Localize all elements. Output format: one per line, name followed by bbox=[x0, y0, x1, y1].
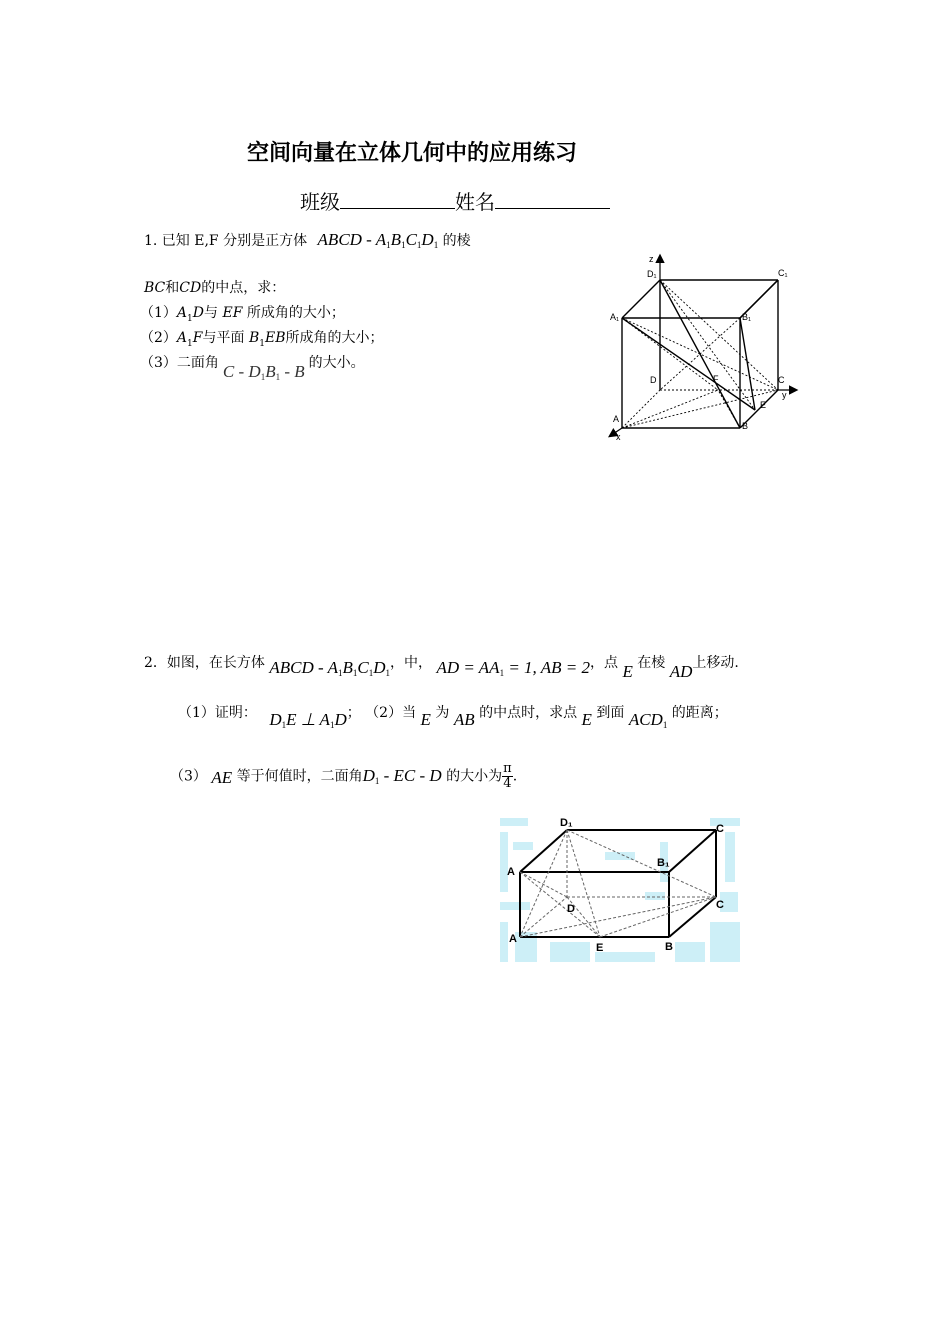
class-label: 班级 bbox=[300, 190, 340, 214]
class-name-line bbox=[300, 186, 610, 215]
p2-fig-D: D bbox=[567, 903, 575, 915]
p2-q3: （3） AE 等于何值时，二面角D1 - EC - D 的大小为 $\frac{\pi}{4}$ . bbox=[170, 761, 518, 791]
class-blank bbox=[340, 188, 455, 209]
p1-cube-expr: ABCD - A1B1C1D1 bbox=[317, 230, 439, 250]
p1-cube-figure bbox=[600, 250, 800, 445]
p1-fig-D: D bbox=[650, 375, 657, 385]
name-label: 姓名 bbox=[455, 190, 495, 214]
p1-fig-y: y bbox=[782, 390, 787, 400]
p2-q3-expr: D1 - EC - D bbox=[362, 765, 442, 786]
p1-intro-tail: 的棱 bbox=[442, 233, 471, 249]
p1-fig-z: z bbox=[649, 254, 654, 264]
p2-fig-E: E bbox=[596, 942, 604, 954]
p1-q3-expr: C - D1B1 - B bbox=[222, 362, 305, 382]
p1-fig-x: x bbox=[616, 432, 621, 442]
p1-q3: （3）二面角 C - D1B1 - B 的大小。 bbox=[140, 355, 365, 382]
p2-fig-B1: B₁ bbox=[657, 857, 670, 869]
p2-intro: 2．如图，在长方体 ABCD - A1B1C1D1，中， AD = AA1 = 1, AB = 2，点 E 在棱 AD上移动. bbox=[144, 655, 739, 681]
p1-fig-E: E bbox=[760, 400, 767, 410]
p2-fig-D1: D₁ bbox=[560, 817, 573, 829]
page-title: 空间向量在立体几何中的应用练习 bbox=[247, 141, 578, 166]
p1-fig-A: A bbox=[613, 414, 620, 424]
p1-fig-D1: D₁ bbox=[647, 269, 657, 279]
p2-fig-B: B bbox=[665, 941, 673, 953]
p1-q2: $(2)A_1F$与平面 $B_1EB$所成角的大小； bbox=[140, 330, 384, 349]
p2-edge-ad: AD bbox=[669, 662, 693, 681]
p2-pi-over-4: $\frac{\pi}{4}$ bbox=[503, 761, 512, 791]
p2-plane-expr: ACD1 bbox=[628, 710, 668, 730]
p2-cond-expr: AD = AA1 = 1, AB = 2 bbox=[436, 658, 590, 678]
p1-fig-B1: B₁ bbox=[742, 312, 752, 322]
p2-box-expr: ABCD - A1B1C1D1 bbox=[269, 658, 391, 678]
p1-fig-B: B bbox=[742, 421, 749, 431]
p2-fig-C: C bbox=[716, 899, 724, 911]
name-blank bbox=[495, 188, 610, 209]
p1-intro bbox=[144, 230, 471, 250]
p1-fig-F: F bbox=[713, 374, 719, 384]
p1-line2: BC和CD的中点，求： bbox=[144, 280, 286, 296]
p1-fig-A1: A₁ bbox=[610, 312, 620, 322]
p1-fig-C: C bbox=[778, 375, 785, 385]
p2-fig-A1: A bbox=[507, 866, 515, 878]
p2-fig-A: A bbox=[509, 933, 517, 945]
p2-point-e: E bbox=[622, 662, 633, 681]
p2-fig-C1: C bbox=[716, 823, 724, 835]
p1-fig-C1: C₁ bbox=[778, 268, 788, 278]
p1-intro-text: 1. 已知 E,F 分别是正方体 bbox=[144, 233, 308, 249]
p1-q1: $(1)A_1D$与 EF 所成角的大小； bbox=[140, 305, 345, 324]
p2-q1-expr: D1E ⊥ A1D bbox=[269, 710, 347, 730]
p2-box-figure bbox=[495, 812, 750, 972]
p2-q1-q2: （1）证明： D1E ⊥ A1D； （2）当 E 为 AB 的中点时，求点 E 到面 ACD1 的距离； bbox=[178, 705, 728, 730]
